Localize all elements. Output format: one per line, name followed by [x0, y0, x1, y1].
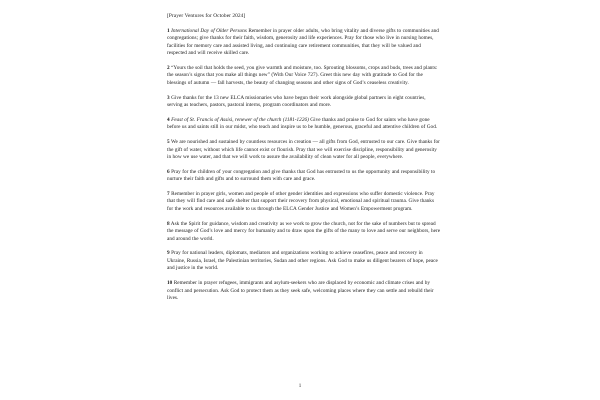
entry-body: “Yours the soil that holds the seed, you give warmth and moisture, too. Sprouting blossoms, crops and buds, trees and plants: the season’s signs that you make all things new” (With Our Voice 727). Greet this new day with gratitude to God for the blessings of autumn — fall harvests, the beauty of changing seasons and other signs of God’s ceaseless creativity. [167, 64, 438, 86]
entry-number: 8 [167, 220, 170, 227]
entry-body: Give thanks and praise to God for saints who have gone before us and saints still in our midst, who teach and inspire us to be humble, generous, graceful and attentive children of God. [167, 116, 438, 131]
entry-number: 2 [167, 64, 170, 71]
document-body [167, 13, 441, 303]
prayer-entry-8 [167, 221, 441, 244]
prayer-entry-5 [167, 139, 441, 162]
entry-number: 10 [167, 280, 173, 287]
entry-number: 9 [167, 250, 170, 257]
entry-body: Remember in prayer refugees, immigrants and asylum-seekers who are displaced by economic and climate crises and by conflict and persecution. Ask God to protect them as they seek safe, welcoming places where they can settle and rebuild their lives. [167, 280, 434, 302]
prayer-entry-7 [167, 191, 441, 214]
entry-body: Give thanks for the 13 new ELCA missionaries who have begun their work alongside global partners in eight countries, serving as teachers, pastors, pastoral interns, program coordinators and more. [167, 94, 426, 109]
prayer-entry-4 [167, 117, 441, 132]
entry-body: Remember in prayer older adults, who bring vitality and diverse gifts to communities and congregations; give thanks for their faith, wisdom, generosity and life experiences. Pray for those who live in nursing homes, facilities for memory care and assisted living, and continuing care retirement communities, that they will be valued and respected and will receive skilled care. [167, 27, 439, 57]
entry-number: 5 [167, 138, 170, 145]
entry-number: 6 [167, 168, 170, 175]
entry-number: 4 [167, 116, 170, 123]
entry-body: Ask the Spirit for guidance, wisdom and creativity as we work to grow the church, not for the sake of numbers but to spread the message of God’s love and mercy for humanity and to draw upon the gifts of the many to love and serve our neighbors, here and around the world. [167, 220, 441, 242]
entry-body: We are nourished and sustained by countless resources in creation — all gifts from God, entrusted to our care. Give thanks for the gift of water, without which life cannot exist or flourish. Pray that we will exercise discipline, responsibility and generosity in how we use water, and that we will work to assure the availability of clean water for all people, everywhere. [167, 138, 440, 161]
document-header: [Prayer Ventures for October 2024] [167, 13, 246, 19]
entry-commemoration: International Day of Older Persons [171, 27, 247, 34]
entry-number: 7 [167, 190, 170, 197]
prayer-entry-10 [167, 280, 441, 303]
entry-body: Pray for the children of your congregation and give thanks that God has entrusted to us the opportunity and responsibility to nurture their faith and gifts and to surround them with care and grace. [167, 168, 436, 183]
prayer-entry-2 [167, 65, 441, 88]
entry-commemoration: Feast of St. Francis of Assisi, renewer of the church (1181-1226) [171, 116, 309, 123]
entry-body: Remember in prayer girls, women and people of other gender identities and expressions who suffer domestic violence. Pray that they will find care and safe shelter that support their recovery from physical, emotional and spiritual trauma. Give thanks for the work and resources available to us through the ELCA Gender Justice and Women’s Empowerment program. [167, 190, 435, 212]
prayer-entry-1 [167, 28, 441, 58]
prayer-entry-9 [167, 250, 441, 273]
entry-number: 3 [167, 94, 170, 101]
entry-number: 1 [167, 27, 170, 34]
page-number: 1 [298, 384, 302, 389]
entry-body: Pray for national leaders, diplomats, mediators and organizations working to achieve ceasefires, peace and recovery in Ukraine, Russia, Israel, the Palestinian territories, Sudan and other regions. Ask God to make us diligent bearers of hope, peace and justice in the world. [167, 250, 438, 272]
prayer-entry-3 [167, 95, 441, 110]
prayer-entry-6 [167, 169, 441, 184]
